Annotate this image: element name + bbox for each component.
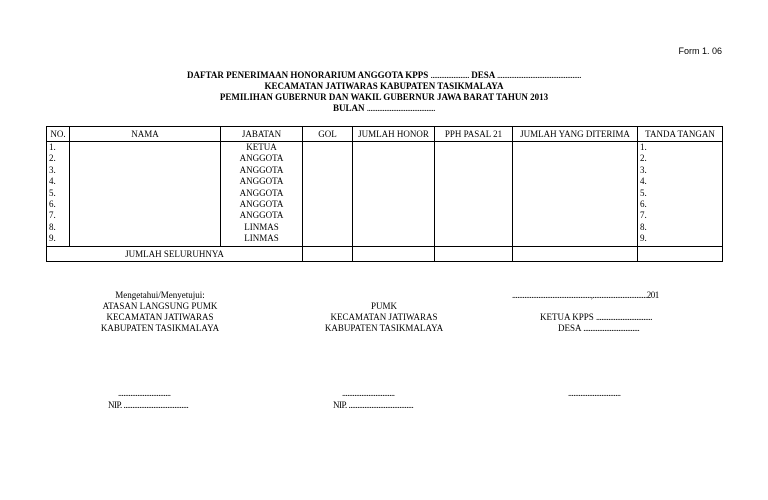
desa-label: DESA xyxy=(558,323,582,333)
jabatan-cell: ANGGOTA xyxy=(239,210,284,221)
header-line-3: PEMILIHAN GUBERNUR DAN WAKIL GUBERNUR JAWA BARAT TAHUN 2013 xyxy=(219,92,549,102)
header-line-2: KECAMATAN JATIWARAS KABUPATEN TASIKMALAYA xyxy=(264,81,504,91)
col-header-tanda-tangan: TANDA TANGAN xyxy=(638,127,723,142)
table-header-row xyxy=(47,127,723,142)
total-honor-cell[interactable] xyxy=(353,247,435,262)
jabatan-cell: KETUA xyxy=(246,142,277,152)
signature-number: 8. xyxy=(640,221,647,232)
row-number: 2. xyxy=(49,153,56,164)
header-desa-label: DESA xyxy=(471,70,495,80)
signature-number: 9. xyxy=(640,233,647,244)
total-label: JUMLAH SELURUHNYA xyxy=(47,247,303,262)
signature-number: 2. xyxy=(640,153,647,164)
pumk-title: PUMK xyxy=(370,301,397,311)
jumlah-diterima-column[interactable] xyxy=(513,142,638,247)
row-number: 5. xyxy=(49,187,56,198)
row-number: 7. xyxy=(49,210,56,221)
kpps-dots: ...................... xyxy=(430,70,469,80)
row-number: 8. xyxy=(49,221,56,232)
form-number: Form 1. 06 xyxy=(678,46,722,56)
total-tanda-tangan-cell xyxy=(638,247,723,262)
kecamatan-label: KECAMATAN JATIWARAS xyxy=(106,312,214,322)
signature-block-middle xyxy=(284,301,484,334)
header-line-1 xyxy=(0,70,768,81)
table-body-row xyxy=(47,142,723,247)
row-number: 6. xyxy=(49,198,56,209)
kecamatan-label: KECAMATAN JATIWARAS xyxy=(330,312,438,322)
col-header-jabatan: JABATAN xyxy=(221,127,303,142)
col-header-nama: NAMA xyxy=(70,127,221,142)
ketua-kpps-label: KETUA KPPS xyxy=(540,312,594,322)
ketua-kpps-dots: ................................ xyxy=(596,312,653,322)
header-title: DAFTAR PENERIMAAN HONORARIUM ANGGOTA KPPS xyxy=(187,70,429,80)
jumlah-honor-column[interactable] xyxy=(353,142,435,247)
desa-dots: ................................................ xyxy=(496,70,581,80)
total-gol-cell[interactable] xyxy=(303,247,353,262)
right-signature-name-line: .............................. xyxy=(568,388,621,398)
atasan-title: ATASAN LANGSUNG PUMK xyxy=(102,301,218,311)
total-pph-cell[interactable] xyxy=(435,247,513,262)
row-number: 3. xyxy=(49,164,56,175)
gol-column[interactable] xyxy=(303,142,353,247)
middle-signature-name-line: .............................. xyxy=(342,388,395,398)
bulan-label: BULAN xyxy=(332,103,365,113)
col-header-no: NO. xyxy=(47,127,70,142)
row-number: 1. xyxy=(49,142,56,152)
signature-block-left xyxy=(60,290,260,334)
desa-line xyxy=(558,323,639,334)
jabatan-cell: ANGGOTA xyxy=(239,164,284,175)
date-place-dots: ............................................. xyxy=(512,290,591,300)
kabupaten-label: KABUPATEN TASIKMALAYA xyxy=(100,323,220,333)
jabatan-cell: ANGGOTA xyxy=(239,198,284,209)
signature-number: 7. xyxy=(640,210,647,221)
col-header-pph: PPH PASAL 21 xyxy=(435,127,513,142)
date-separator: , xyxy=(590,290,593,300)
kabupaten-label: KABUPATEN TASIKMALAYA xyxy=(324,323,444,333)
honorarium-table xyxy=(46,126,723,262)
jabatan-column xyxy=(221,142,303,247)
ketua-kpps-line xyxy=(540,312,652,323)
jabatan-cell: LINMAS xyxy=(244,221,279,232)
jabatan-cell: ANGGOTA xyxy=(239,176,284,187)
signature-number: 3. xyxy=(640,164,647,175)
nama-column[interactable] xyxy=(70,142,221,247)
date-day-dots: ............................... xyxy=(592,290,647,300)
signature-number: 6. xyxy=(640,198,647,209)
col-header-gol: GOL xyxy=(303,127,353,142)
jabatan-cell: LINMAS xyxy=(244,233,279,244)
date-line xyxy=(512,290,659,300)
row-number: 9. xyxy=(49,233,56,244)
jabatan-cell: ANGGOTA xyxy=(239,187,284,198)
middle-nip-line: NIP. ..................................... xyxy=(333,400,414,410)
mengetahui-label: Mengetahui/Menyetujui: xyxy=(115,290,205,300)
pph-column[interactable] xyxy=(435,142,513,247)
desa-dots: ................................ xyxy=(583,323,640,333)
signature-number: 4. xyxy=(640,176,647,187)
total-row xyxy=(47,247,723,262)
date-year: 201 xyxy=(646,290,659,300)
signature-number: 5. xyxy=(640,187,647,198)
total-diterima-cell[interactable] xyxy=(513,247,638,262)
left-signature-name-line: .............................. xyxy=(118,388,171,398)
jabatan-cell: ANGGOTA xyxy=(239,153,284,164)
header-line-4 xyxy=(0,103,768,114)
tanda-tangan-column xyxy=(638,142,723,247)
bulan-dots: ....................................... xyxy=(366,103,435,113)
col-header-jumlah-honor: JUMLAH HONOR xyxy=(353,127,435,142)
signature-number: 1. xyxy=(640,142,647,152)
col-header-jumlah-diterima: JUMLAH YANG DITERIMA xyxy=(513,127,638,142)
no-column xyxy=(47,142,70,247)
left-nip-line: NIP. ..................................... xyxy=(108,400,189,410)
row-number: 4. xyxy=(49,176,56,187)
